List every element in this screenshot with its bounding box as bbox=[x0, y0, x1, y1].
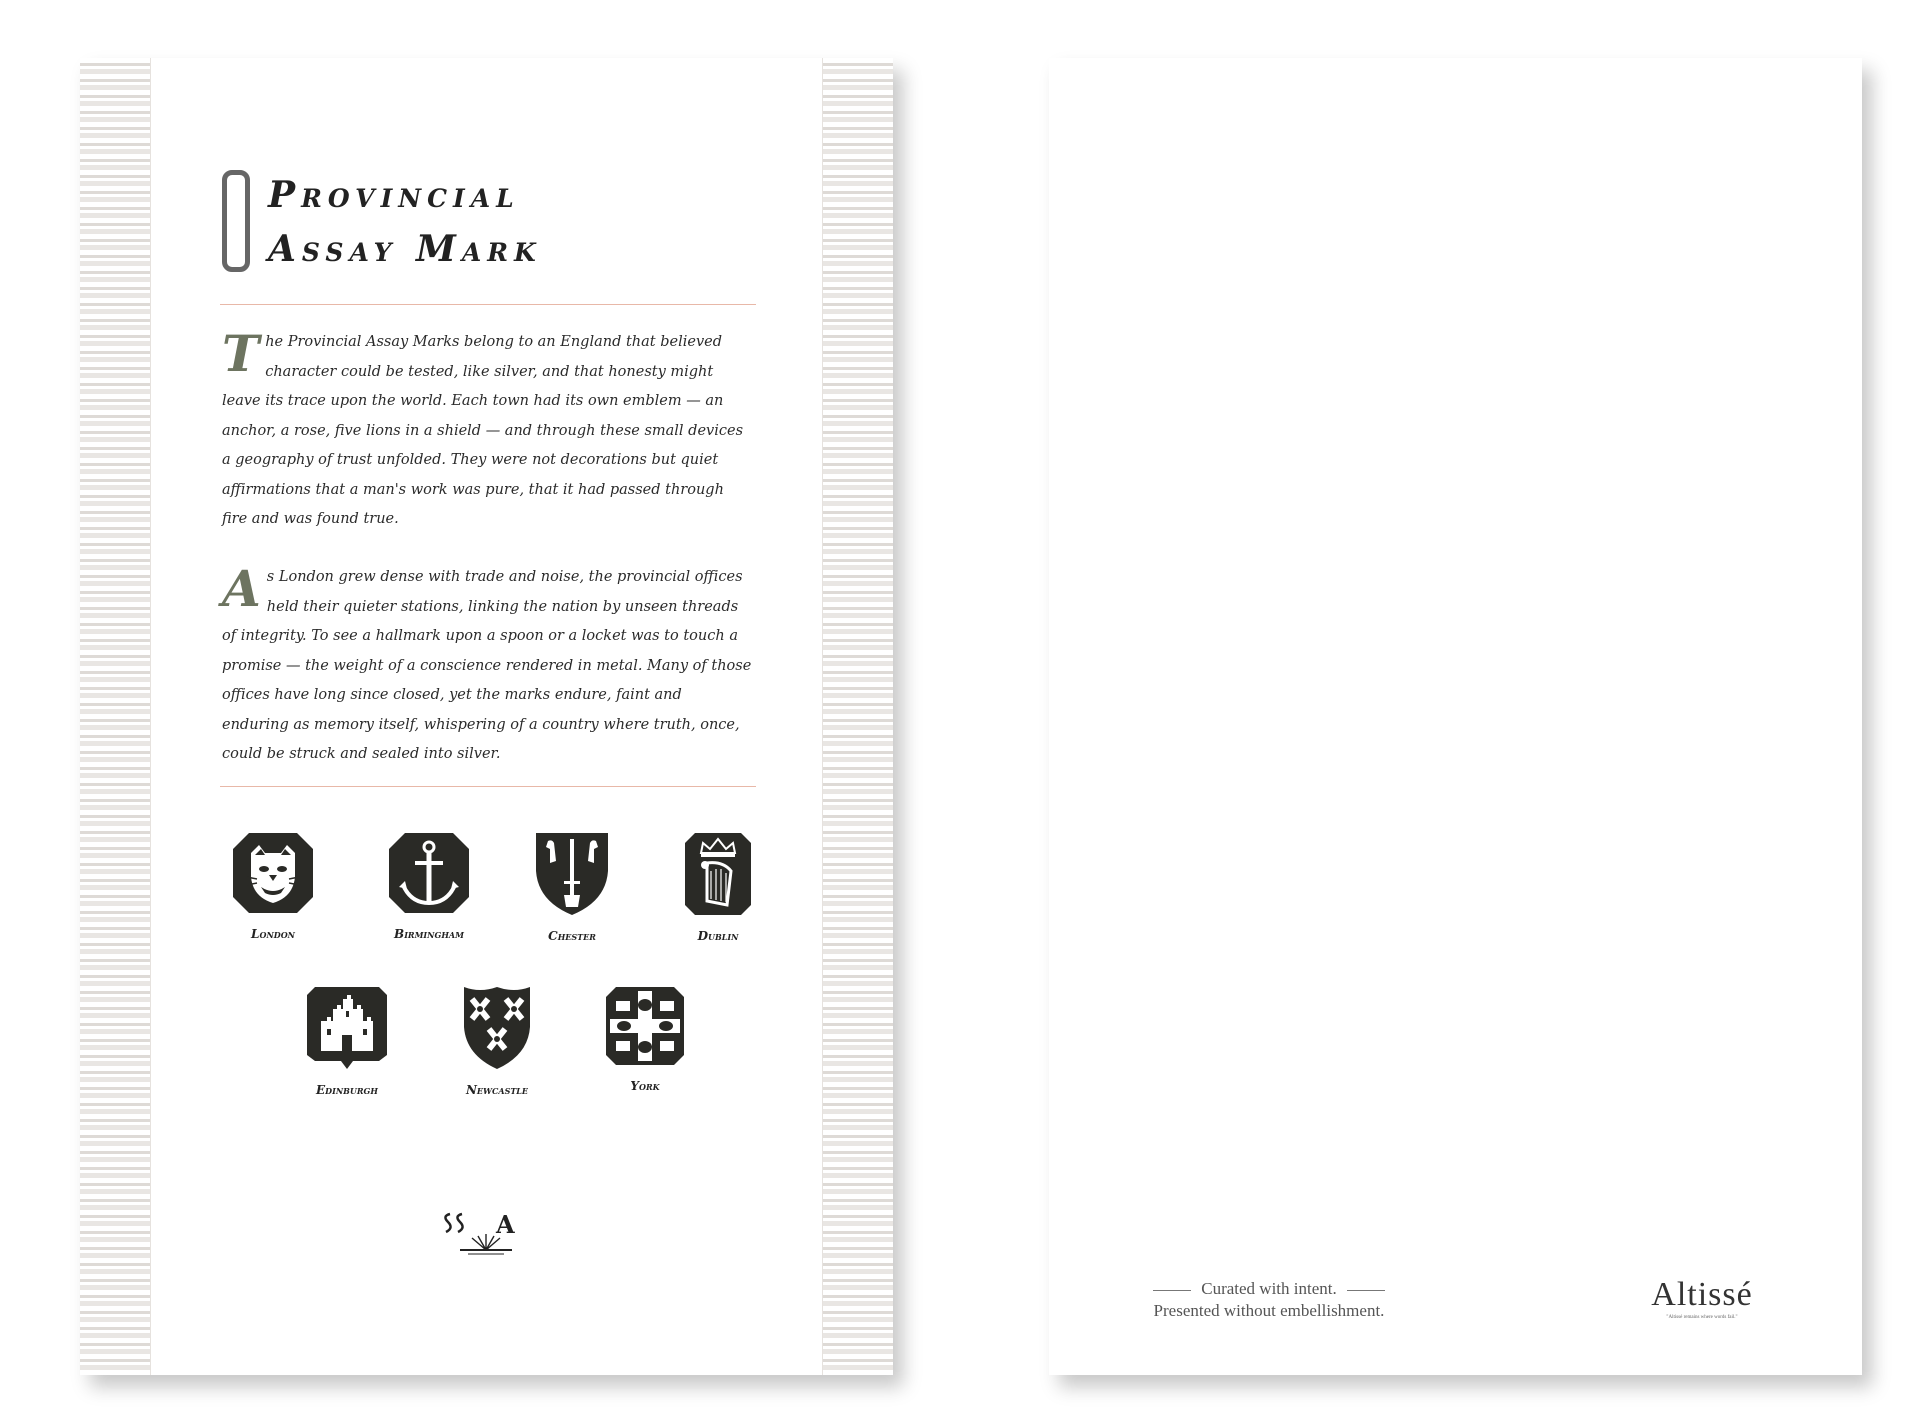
paragraph-1-text: he Provincial Assay Marks belong to an England that believed character could be tested, like silver, and that honesty might leave its trace upon the world. Each town had its own emblem — an anchor, a rose, five lions in a shield — and through these small devices a geography of trust unfolded. They were not decorations but quiet affirmations that a man's work was pure, that it had passed through fire and was found true. bbox=[222, 334, 744, 527]
anchor-icon bbox=[387, 831, 471, 915]
assay-mark-newcastle bbox=[442, 985, 552, 1097]
leopard-head-icon bbox=[231, 831, 315, 915]
castle-icon bbox=[305, 985, 389, 1071]
maker-mark-letter: A bbox=[496, 1210, 515, 1239]
title-line-2: Assay Mark bbox=[268, 228, 542, 270]
brand-logo bbox=[1632, 1276, 1772, 1320]
sword-wheatsheaf-shield-icon bbox=[534, 831, 610, 917]
cross-lions-icon bbox=[604, 985, 686, 1067]
paragraph-2 bbox=[222, 559, 752, 770]
mark-label-newcastle: Newcastle bbox=[465, 1083, 529, 1097]
assay-mark-london bbox=[218, 831, 328, 941]
assay-mark-chester bbox=[517, 831, 627, 943]
maker-mark bbox=[438, 1208, 534, 1268]
tagline-line-2: Presented without embellishment. bbox=[1153, 1301, 1385, 1320]
left-decorative-border bbox=[80, 58, 151, 1375]
tagline bbox=[1119, 1278, 1419, 1322]
mark-label-york: York bbox=[630, 1079, 660, 1093]
page-title bbox=[268, 168, 768, 276]
left-page bbox=[80, 58, 893, 1375]
top-divider bbox=[220, 304, 756, 305]
mark-label-edinburgh: Edinburgh bbox=[316, 1083, 378, 1097]
assay-mark-birmingham bbox=[374, 831, 484, 941]
mark-label-dublin: Dublin bbox=[697, 929, 739, 943]
title-bracket-ornament bbox=[222, 170, 250, 272]
bottom-divider bbox=[220, 786, 756, 787]
assay-mark-edinburgh bbox=[292, 985, 402, 1097]
right-page bbox=[1049, 58, 1862, 1375]
brand-subtitle: "Altissé remains where words fail." bbox=[1666, 1315, 1738, 1320]
paragraph-1 bbox=[222, 324, 752, 535]
mark-label-birmingham: Birmingham bbox=[394, 927, 464, 941]
crowned-harp-icon bbox=[683, 831, 753, 917]
assay-mark-dublin bbox=[663, 831, 773, 943]
dropcap-2: A bbox=[222, 559, 261, 618]
mark-label-london: London bbox=[251, 927, 295, 941]
brand-name: Altissé bbox=[1651, 1276, 1753, 1313]
assay-mark-york bbox=[590, 985, 700, 1093]
maker-mark-icon bbox=[438, 1208, 534, 1264]
tagline-line-1: Curated with intent. bbox=[1119, 1278, 1419, 1300]
paragraph-2-text: s London grew dense with trade and noise, the provincial offices held their quieter stations, linking the nation by unseen threads of integrity. To see a hallmark upon a spoon or a locket was to touch a promise — the weight of a conscience rendered in metal. Many of those offices have long since closed, yet the marks endure, faint and enduring as memory itself, whispering of a country where truth, once, could be struck and sealed into silver. bbox=[222, 569, 752, 762]
title-line-1: Provincial bbox=[268, 174, 520, 216]
three-castles-shield-icon bbox=[462, 985, 532, 1071]
dropcap-1: T bbox=[222, 324, 260, 383]
mark-label-chester: Chester bbox=[548, 929, 596, 943]
right-decorative-border bbox=[822, 58, 893, 1375]
